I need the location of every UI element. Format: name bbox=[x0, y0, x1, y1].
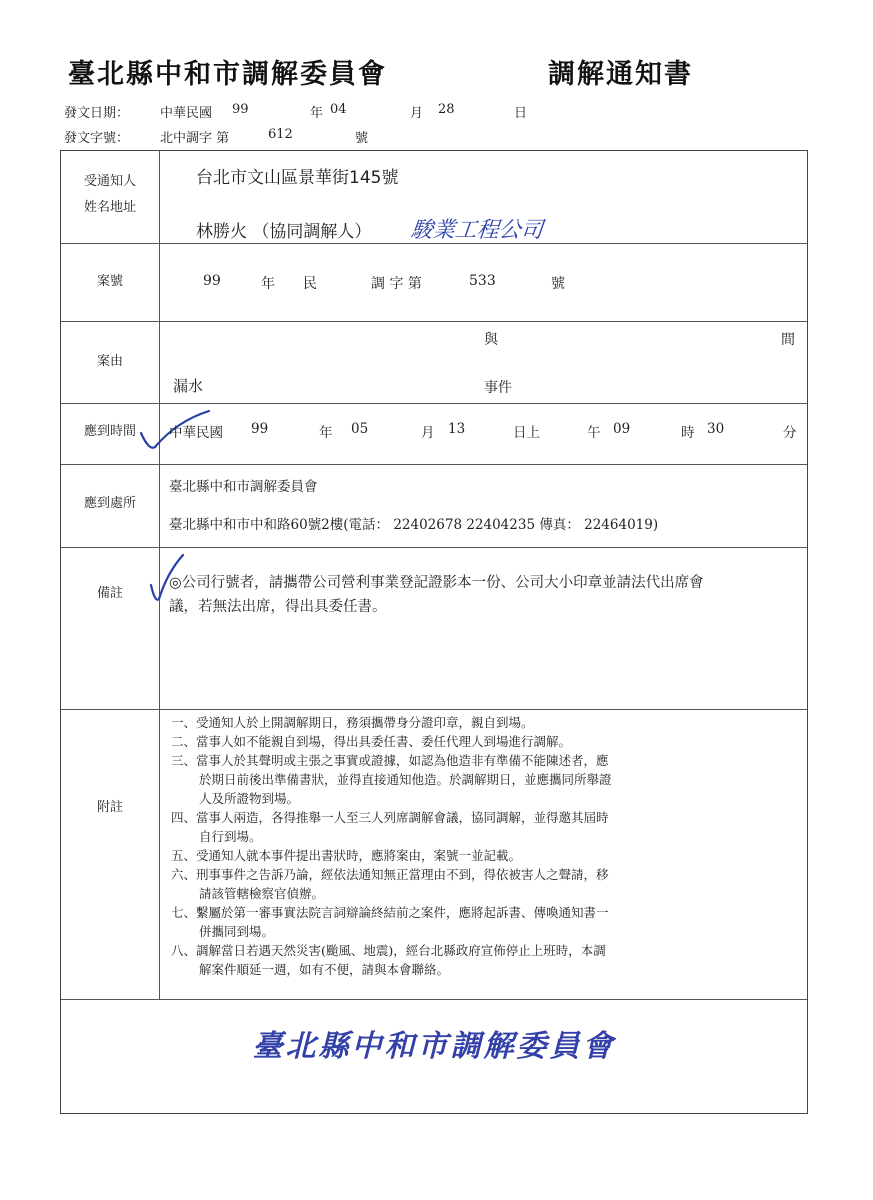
issue-date-year-unit: 年 bbox=[310, 106, 324, 121]
notes-label: 附註 bbox=[96, 800, 123, 815]
recipient-address: 台北市文山區景華街145號 bbox=[196, 168, 399, 188]
handwritten-company: 駿業工程公司 bbox=[409, 218, 545, 243]
case-number: 533 bbox=[469, 273, 496, 289]
recipient-label: 受通知人 姓名地址 bbox=[83, 174, 136, 215]
notice-form bbox=[60, 150, 808, 1114]
reference-prefix: 北中調字 第 bbox=[160, 131, 230, 146]
note-item-continuation: 自行到場。 bbox=[199, 829, 262, 844]
appear-minute: 30 bbox=[707, 421, 725, 437]
cause-event: 事件 bbox=[484, 380, 512, 396]
row-divider bbox=[61, 464, 807, 465]
recipient-name: 林勝火 （協同調解人） bbox=[196, 222, 372, 242]
note-item: 二、當事人如不能親自到場，得出具委任書、委任代理人到場進行調解。 bbox=[171, 734, 572, 749]
issue-date-era: 中華民國 bbox=[160, 106, 213, 121]
appear-hour: 09 bbox=[613, 421, 631, 437]
document-type-title: 調解通知書 bbox=[548, 59, 693, 90]
issue-date-day-unit: 日 bbox=[514, 106, 528, 121]
note-item: 五、受通知人就本事件提出書狀時，應將案由，案號一並記載。 bbox=[171, 848, 522, 863]
appear-time-label: 應到時間 bbox=[83, 424, 136, 439]
note-item: 七、繫屬於第一審事實法院言詞辯論終結前之案件，應將起訴書、傳喚通知書一 bbox=[171, 905, 609, 920]
note-item-continuation: 解案件順延一週，如有不便，請與本會聯絡。 bbox=[199, 962, 450, 977]
appear-year-unit: 年 bbox=[319, 425, 333, 441]
note-item: 三、當事人於其聲明或主張之事實或證據，如認為他造非有準備不能陳述者，應 bbox=[171, 753, 609, 768]
case-year: 99 bbox=[203, 273, 221, 289]
note-item-continuation: 併攜同到場。 bbox=[199, 924, 275, 939]
case-number-label: 案號 bbox=[96, 274, 123, 289]
issue-date-label: 發文日期： bbox=[64, 106, 130, 121]
note-item: 四、當事人兩造，各得推舉一人至三人列席調解會議，協同調解，並得邀其屆時 bbox=[171, 810, 609, 825]
appear-month-unit: 月 bbox=[421, 425, 435, 441]
appear-day: 13 bbox=[448, 421, 466, 437]
remarks-line-2: 議，若無法出席，得出具委任書。 bbox=[169, 599, 387, 615]
cause-matter: 漏水 bbox=[173, 377, 204, 395]
case-year-unit: 年 bbox=[261, 276, 275, 292]
appear-day-unit: 日上 bbox=[513, 425, 540, 441]
reference-suffix: 號 bbox=[355, 131, 369, 146]
note-item-continuation: 請該管轄檢察官偵辦。 bbox=[199, 886, 325, 901]
appear-month: 05 bbox=[351, 421, 369, 437]
row-divider bbox=[61, 547, 807, 548]
committee-title: 臺北縣中和市調解委員會 bbox=[68, 59, 387, 90]
case-suffix: 號 bbox=[551, 276, 565, 292]
appear-place-name: 臺北縣中和市調解委員會 bbox=[169, 479, 318, 495]
note-item: 一、受通知人於上開調解期日，務須攜帶身分證印章，親自到場。 bbox=[171, 715, 534, 730]
issue-date-month-unit: 月 bbox=[410, 106, 424, 121]
remarks-label: 備註 bbox=[96, 586, 123, 601]
reference-number: 612 bbox=[268, 127, 293, 142]
committee-stamp: 臺北縣中和市調解委員會 bbox=[252, 1029, 616, 1064]
remarks-line-1: ◎公司行號者，請攜帶公司營利事業登記證影本一份、公司大小印章並請法代出席會 bbox=[169, 575, 704, 591]
case-type: 民 bbox=[303, 276, 317, 292]
reference-label: 發文字號： bbox=[64, 131, 130, 146]
appear-minute-unit: 分 bbox=[783, 425, 797, 441]
issue-date-year: 99 bbox=[232, 102, 249, 117]
note-item: 六、刑事事件之告訴乃論，經依法通知無正當理由不到，得依被害人之聲請，移 bbox=[171, 867, 609, 882]
appear-year: 99 bbox=[251, 421, 269, 437]
row-divider bbox=[61, 709, 807, 710]
appear-place-label: 應到處所 bbox=[83, 496, 136, 511]
row-divider bbox=[61, 321, 807, 322]
appear-hour-unit: 時 bbox=[681, 425, 695, 441]
note-item-continuation: 人及所證物到場。 bbox=[199, 791, 300, 806]
note-item: 八、調解當日若遇天然災害(颱風、地震)，經台北縣政府宣佈停止上班時，本調 bbox=[171, 943, 606, 958]
appear-era: 中華民國 bbox=[169, 425, 223, 441]
appear-ampm-unit: 午 bbox=[587, 425, 601, 441]
issue-date-day: 28 bbox=[438, 102, 455, 117]
issue-date-month: 04 bbox=[330, 102, 347, 117]
appear-place-address: 臺北縣中和市中和路60號2樓(電話： 22402678 22404235 傳真： 22464019) bbox=[169, 517, 659, 533]
notes-list bbox=[171, 713, 801, 979]
note-item-continuation: 於期日前後出準備書狀，並得直接通知他造。於調解期日，並應攜同所舉證 bbox=[199, 772, 612, 787]
case-word: 調 字 第 bbox=[371, 276, 422, 292]
row-divider bbox=[61, 999, 807, 1000]
cause-connector: 與 bbox=[484, 332, 498, 348]
cause-between: 間 bbox=[781, 332, 795, 348]
cause-label: 案由 bbox=[96, 354, 123, 369]
